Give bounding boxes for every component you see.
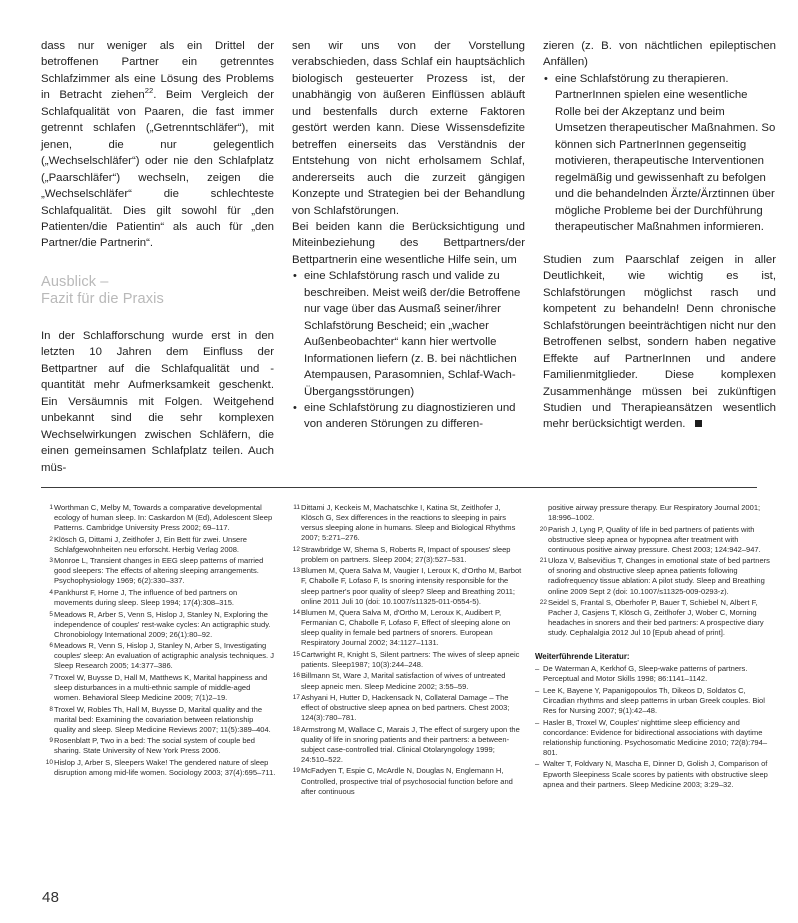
references-column-3 xyxy=(535,503,770,798)
reference-entry xyxy=(535,556,770,596)
reference-entry xyxy=(535,525,770,555)
reference-number: 22 xyxy=(539,599,547,607)
reference-entry xyxy=(288,693,523,723)
list-item: • eine Schlafstörung zu diagnostizieren und von anderen Störungen zu differen- xyxy=(304,400,525,433)
references-column-2 xyxy=(288,503,523,798)
further-reading-heading: Weiterführende Literatur: xyxy=(535,652,630,662)
paragraph-intro-text-a: dass nur weniger als ein Drittel der betroffenen Partner ein getrenntes Schlafzimmer als eine Lösung des Problems in Betracht ziehen xyxy=(41,40,274,102)
reference-entry xyxy=(41,641,276,671)
reference-entry-continued xyxy=(535,503,770,523)
further-reading-entry: – Lee K, Bayene Y, Papanigopoulos Th, Dikeos D, Soldatos C, Circadian rhythms and sleep patterns in urban Greek couples. Biol Res for Nursing 2007; 9(1):42–48. xyxy=(535,686,770,716)
list-item: • eine Schlafstörung rasch und valide zu beschreiben. Meist weiß der/die Betroffene nur vage über das Ausmaß seiner/ihrer Schlafstörung Bescheid; ein „wacher Außenbeobachter“ kann hier wertvolle Informationen liefern (z. B. bei nächtlichen Atempausen, Parasomnien, Schlaf-Wach-Übergangsstörungen) xyxy=(304,268,525,400)
reference-number: 12 xyxy=(292,545,300,553)
reference-text: Klösch G, Dittami J, Zeitlhofer J, Ein Bett für zwei. Unsere Schlafgewohnheiten neu erforscht. Herbig Verlag 2008. xyxy=(54,534,247,554)
reference-entry xyxy=(535,598,770,638)
reference-text: Billmann St, Ware J, Marital satisfaction of wives of untreated sleep apneic men. Sleep Medicine 2002; 3:55–59. xyxy=(301,671,506,691)
reference-entry xyxy=(41,588,276,608)
reference-text: McFadyen T, Espie C, McArdle N, Douglas N, Englemann H, Controlled, prospective trial of psychosocial function before and after continuous xyxy=(301,766,513,796)
reference-entry xyxy=(41,535,276,555)
body-column-3 xyxy=(543,38,776,476)
reference-entry xyxy=(288,725,523,765)
reference-number: 14 xyxy=(292,609,300,617)
paragraph-continued-2: zieren (z. B. von nächtlichen epileptischen Anfällen) xyxy=(543,40,776,69)
body-column-2 xyxy=(292,38,525,476)
reference-entry xyxy=(288,650,523,670)
reference-number: 2 xyxy=(49,535,53,543)
reference-number: 6 xyxy=(49,642,53,650)
reference-entry xyxy=(41,610,276,640)
reference-number: 9 xyxy=(49,737,53,745)
reference-entry xyxy=(41,556,276,586)
reference-entry xyxy=(288,608,523,648)
reference-text: Troxel W, Robles Th, Hall M, Buysse D, Marital quality and the marital bed: Examining the covariation between relationship quality and sleep. Sleep Medicine Reviews 2007; 11(5):389–404. xyxy=(54,704,271,734)
reference-text: Meadows R, Arber S, Venn S, Hislop J, Stanley N, Exploring the independence of couples' rest-wake cycles: An actigraphic study. Chronobiology International 2009; 26(1):80–92. xyxy=(54,609,271,639)
body-column-1 xyxy=(41,38,274,476)
references-column-1 xyxy=(41,503,276,798)
reference-entry xyxy=(41,673,276,703)
reference-text: Pankhurst F, Horne J, The influence of bed partners on movements during sleep. Sleep 1994; 17(4):308–315. xyxy=(54,587,238,608)
references-section xyxy=(41,503,771,798)
further-reading-entry: – Walter T, Foldvary N, Mascha E, Dinner D, Golish J, Comparison of Epworth Sleepiness Scale scores by patients with obstructive sleep apnea and their partners. Sleep Medicine 2003; 3:29–32. xyxy=(535,759,770,789)
references-separator-rule xyxy=(41,487,757,488)
reference-number: 3 xyxy=(49,557,53,565)
reference-entry xyxy=(41,705,276,735)
reference-text: Uloza V, Balsevičius T, Changes in emotional state of bed partners of snoring and obstructive sleep apnea patients following radiofrequency tissue ablation: A pilot study. Sleep and Breathing online 2009 Sept 2 (doi: 10.1007/s11325-009-0293-z). xyxy=(548,556,770,596)
paragraph-outlook: In der Schlafforschung wurde erst in den letzten 10 Jahren dem Einfluss der Bettpartner auf die Schlafqualität und -quantität mehr Aufmerksamkeit geschenkt. Ein Versäumnis mit Folgen. Weitgehend unbekannt sind die sehr komplexen Wechselwirkungen zwischen Schläfern, die einen gemeinsamen Schlafplatz teilen. Auch müs- xyxy=(41,329,274,474)
bullet-list-col3 xyxy=(543,71,776,236)
paragraph-continued-1: sen wir uns von der Vorstellung verabschieden, dass Schlaf ein hauptsächlich biologisch gesteuerter Prozess ist, der unabhängig von äußeren Einflüssen abläuft und bestenfalls durch externe Faktoren gestört werden kann. Diese Wissensdefizite betreffen einerseits das Verständnis der Entstehung von nicht erholsamem Schlaf, andererseits auch die zurzeit gängigen Konzepte und Strategien bei der Behandlung von Schlafstörungen. xyxy=(292,40,525,217)
body-columns xyxy=(41,38,776,476)
page-number: 48 xyxy=(42,889,60,906)
reference-number: 10 xyxy=(45,758,53,766)
end-of-article-square-icon xyxy=(695,420,702,427)
further-reading-entry: – Hasler B, Troxel W, Couples' nighttime sleep efficiency and concordance: Evidence for bidirectional associations with daytime relationship functioning. Psychosomatic Medicine 2010; 72(8):794–801. xyxy=(535,718,770,758)
reference-superscript-22: 22 xyxy=(144,86,154,96)
reference-number: 4 xyxy=(49,588,53,596)
reference-text: Ashyani H, Hutter D, Hackensack N, Collateral Damage – The effect of obstructive sleep apnea on bed partners. Chest 2003; 124(3):780–781. xyxy=(301,693,510,723)
spacer-before-heading xyxy=(41,252,274,274)
reference-entry xyxy=(41,758,276,778)
section-heading-line2: Fazit für die Praxis xyxy=(41,291,164,308)
reference-entry xyxy=(288,671,523,691)
reference-entry xyxy=(41,736,276,756)
reference-text: Parish J, Lyng P, Quality of life in bed partners of patients with obstructive sleep apnea or hypopnea after treatment with continuous positive airway pressure. Chest 2003; 124:942–947. xyxy=(548,524,761,554)
reference-number: 8 xyxy=(49,705,53,713)
reference-text: Meadows R, Venn S, Hislop J, Stanley N, Arber S, Investigating couples' sleep: An evaluation of actigraphic analysis techniques. J Sleep Research 2005; 14:377–386. xyxy=(54,641,275,671)
reference-text: Blumen M, Quera Salva M, d'Ortho M, Leroux K, Audibert P, Fermanian C, Chabolle F, Lofaso F, Effect of sleeping alone on sleep quality in female bed partners of snorers. European Respiratory Journal 2002; 34:1127–1131. xyxy=(301,608,511,648)
reference-number: 5 xyxy=(49,610,53,618)
reference-text: Hislop J, Arber S, Sleepers Wake! The gendered nature of sleep disruption among mid-life women. Sociology 2003; 37(4):695–711. xyxy=(54,757,276,777)
bullet-list-col2 xyxy=(292,268,525,433)
paragraph-conclusion xyxy=(543,252,776,433)
reference-number: 18 xyxy=(292,725,300,733)
reference-number: 15 xyxy=(292,650,300,658)
reference-number: 20 xyxy=(539,525,547,533)
reference-entry xyxy=(288,566,523,606)
reference-number: 13 xyxy=(292,567,300,575)
reference-number: 19 xyxy=(292,767,300,775)
reference-text: Rosenblatt P, Two in a bed: The social system of couple bed sharing. State University of New York Press 2006. xyxy=(54,736,255,756)
reference-number: 17 xyxy=(292,694,300,702)
reference-entry xyxy=(288,503,523,543)
paragraph-help: Bei beiden kann die Berücksichtigung und Miteinbeziehung des Bettpartners/der Bettpartnerin eine wesentliche Hilfe sein, um xyxy=(292,220,525,266)
reference-number: 7 xyxy=(49,673,53,681)
reference-text: Troxel W, Buysse D, Hall M, Matthews K, Marital happiness and sleep disturbances in a multi-ethnic sample of middle-aged women. Behavioral Sleep Medicine 2009; 7(1)2–19. xyxy=(54,672,268,703)
reference-text: Worthman C, Melby M, Towards a comparative developmental ecology of human sleep. In: Caskardon M (Ed), Adolescent Sleep Patterns. Cambridge University Press 2002; 69–117. xyxy=(54,503,273,533)
list-item: • eine Schlafstörung zu therapieren. PartnerInnen spielen eine wesentliche Rolle bei der Akzeptanz und beim Umsetzen therapeutischer Maßnahmen. So können sich PartnerInnen gegenseitig motivieren, therapeutische Interventionen regelmäßig und gewissenhaft zu befolgen und die behandelnden Ärzte/Ärztinnen über mögliche Probleme bei der Durchführung therapeutischer Maßnahmen informieren. xyxy=(555,71,776,236)
paragraph-intro-text-b: . Beim Vergleich der Schlafqualität von Paaren, die fast immer getrennt schlafen („Getrenntschläfer“), mit jenen, die nur gelegentlich („Wechselschläfer“) oder nie den Schlafplatz („Paarschläfer“) wechseln, zeigen die „Wechselschläfer“ die schlechteste Schlafqualität. Dies gilt sowohl für „den Patienten/die Patientin“ als auch für „den Partner/die Partnerin“. xyxy=(41,89,274,250)
reference-entry xyxy=(288,766,523,796)
reference-number: 1 xyxy=(49,504,53,511)
reference-text: Dittami J, Keckeis M, Machatschke I, Katina St, Zeitlhofer J, Klösch G, Sex differences in the reactions to sleeping in pairs versus sleeping alone in humans. Sleep and Biological Rhythms 2007; 5:271–276. xyxy=(301,503,516,543)
reference-text: Blumen M, Quera Salva M, Vaugier I, Leroux K, d'Ortho M, Barbot F, Chabolle F, Lofaso F, Is snoring intensity responsible for the sleep partner's poor quality of sleep? Sleep and Breathing 2011; online 2011 Juli 10 (doi: 10.1007/s11325-011-0554-5). xyxy=(301,566,522,606)
reference-text: Armstrong M, Wallace C, Marais J, The effect of surgery upon the quality of life in snoring patients and their partners: a between-subject case-controlled trial. Clinical Otolaryngology 1999; 24:510–522. xyxy=(301,724,520,764)
reference-number: 11 xyxy=(293,504,300,511)
reference-text: Seidel S, Frantal S, Oberhofer P, Bauer T, Schiebel N, Albert F, Pacher J, Casjens T, Klösch G, Zeitlhofer J, Wober C, Morning headaches in snorers and their bed partners: A prospective diary study. Cephalalgia 2012 Jul 10 [Epub ahead of print]. xyxy=(548,598,764,638)
reference-entry xyxy=(41,503,276,533)
reference-number: 16 xyxy=(292,672,300,680)
section-heading-line1: Ausblick – xyxy=(41,273,109,290)
spacer-before-conclusion xyxy=(543,235,776,251)
reference-text: Strawbridge W, Shema S, Roberts R, Impact of spouses' sleep problem on partners. Sleep 2004; 27(3):527–531. xyxy=(301,544,511,564)
reference-text: Cartwright R, Knight S, Silent partners: The wives of sleep apneic patients. Sleep1987; 10(3):244–248. xyxy=(301,649,520,669)
paragraph-intro xyxy=(41,38,274,252)
paragraph-conclusion-text: Studien zum Paarschlaf zeigen in aller Deutlichkeit, wie wichtig es ist, Schlafstörungen möglichst rasch und kompetent zu behandeln! Denn chronische Schlafstörungen beeinträchtigen nicht nur den Betroffenen selbst, sondern haben negative Effekte auf PartnerInnen und andere Familienmitglieder. Diese komplexen Zusammenhänge müssen bei zukünftigen Studien und Therapieansätzen wesentlich mehr berücksichtigt werden. xyxy=(543,253,776,431)
reference-number: 21 xyxy=(539,557,547,565)
reference-text: positive airway pressure therapy. Eur Respiratory Journal 2001; 18:996–1002. xyxy=(548,503,761,523)
spacer-after-heading xyxy=(41,309,274,328)
section-heading xyxy=(41,274,274,309)
reference-entry xyxy=(288,545,523,565)
further-reading-entry: – De Waterman A, Kerkhof G, Sleep-wake patterns of partners. Perceptual and Motor Skills 1998; 86:1141–1142. xyxy=(535,664,770,684)
reference-text: Monroe L, Transient changes in EEG sleep patterns of married good sleepers: The effects of altering sleeping arrangements. Psychophysiology 1969; 6(2):330–337. xyxy=(54,556,264,586)
